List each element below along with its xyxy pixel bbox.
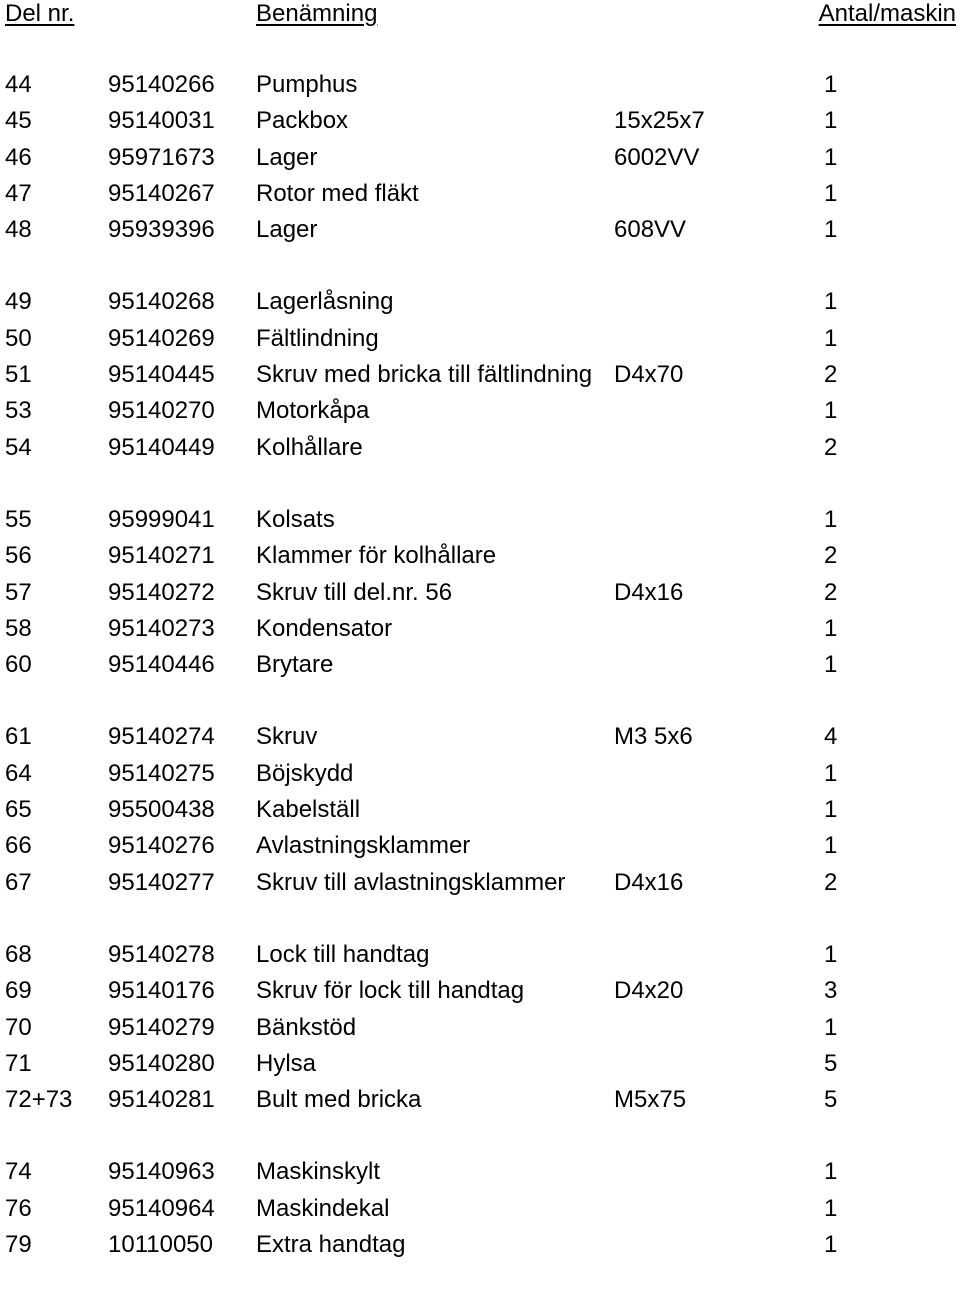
part-quantity: 1 — [824, 1013, 838, 1041]
row-group — [0, 1157, 960, 1266]
part-number: 79 — [5, 1231, 32, 1259]
part-number: 76 — [5, 1194, 32, 1222]
part-number: 64 — [5, 759, 32, 787]
table-row — [0, 578, 960, 614]
part-number: 58 — [5, 614, 32, 642]
header-antal: Antal/maskin — [818, 0, 956, 27]
article-number: 95140275 — [108, 759, 215, 787]
table-row — [0, 868, 960, 904]
part-number: 53 — [5, 397, 32, 425]
part-dimension: 608VV — [614, 216, 687, 244]
table-header — [0, 0, 960, 30]
part-name: Pumphus — [256, 71, 358, 98]
part-quantity: 1 — [824, 796, 838, 824]
article-number: 95140274 — [108, 723, 215, 751]
article-number: 10110050 — [108, 1231, 213, 1259]
part-number: 65 — [5, 796, 32, 824]
part-name: Lock till handtag — [256, 940, 430, 968]
article-number: 95999041 — [108, 505, 215, 533]
article-number: 95140276 — [108, 832, 215, 860]
part-name: Kondensator — [256, 614, 393, 642]
part-name: Skruv till avlastningsklammer — [256, 868, 566, 896]
part-dimension: D4x20 — [614, 977, 684, 1005]
part-quantity: 1 — [824, 940, 838, 968]
part-dimension: 6002VV — [614, 143, 700, 171]
article-number: 95140277 — [108, 868, 215, 896]
part-quantity: 1 — [824, 143, 838, 171]
part-name: Bult med bricka — [256, 1086, 422, 1114]
part-number: 70 — [5, 1013, 32, 1041]
table-row — [0, 650, 960, 686]
table-row — [0, 106, 960, 142]
table-row — [0, 1085, 960, 1121]
part-quantity: 1 — [824, 1231, 838, 1259]
part-name: Skruv för lock till handtag — [256, 977, 525, 1005]
part-number: 66 — [5, 832, 32, 860]
part-name: Klammer för kolhållare — [256, 542, 497, 570]
part-quantity: 1 — [824, 832, 838, 860]
part-quantity: 1 — [824, 614, 838, 642]
article-number: 95140271 — [108, 542, 215, 570]
article-number: 95140273 — [108, 614, 215, 642]
table-row — [0, 1157, 960, 1193]
part-quantity: 1 — [824, 288, 838, 316]
part-name: Bänkstöd — [256, 1013, 357, 1041]
part-quantity: 5 — [824, 1049, 838, 1077]
part-number: 57 — [5, 578, 32, 606]
part-name: Skruv till del.nr. 56 — [256, 578, 453, 606]
table-row — [0, 976, 960, 1012]
part-quantity: 1 — [824, 107, 838, 135]
article-number: 95140269 — [108, 324, 215, 352]
article-number: 95140268 — [108, 288, 215, 316]
part-name: Motorkåpa — [256, 397, 370, 425]
part-number: 48 — [5, 216, 32, 244]
part-quantity: 2 — [824, 578, 838, 606]
part-number: 69 — [5, 977, 32, 1005]
part-name: Böjskydd — [256, 759, 354, 787]
part-number: 72+73 — [5, 1086, 73, 1114]
article-number: 95939396 — [108, 216, 215, 244]
article-number: 95140281 — [108, 1086, 215, 1114]
article-number: 95140280 — [108, 1049, 215, 1077]
part-quantity: 2 — [824, 868, 838, 896]
table-row — [0, 759, 960, 795]
part-number: 49 — [5, 288, 32, 316]
table-row — [0, 1013, 960, 1049]
table-row — [0, 324, 960, 360]
part-dimension: M3 5x6 — [614, 723, 693, 751]
part-quantity: 1 — [824, 759, 838, 787]
part-name: Lager — [256, 216, 318, 244]
row-group — [0, 722, 960, 903]
part-number: 68 — [5, 940, 32, 968]
part-number: 55 — [5, 505, 32, 533]
part-name: Brytare — [256, 651, 334, 679]
part-quantity: 5 — [824, 1086, 838, 1114]
part-quantity: 1 — [824, 324, 838, 352]
part-name: Fältlindning — [256, 324, 379, 352]
table-row — [0, 614, 960, 650]
article-number: 95140278 — [108, 940, 215, 968]
part-quantity: 1 — [824, 216, 838, 244]
article-number: 95140266 — [108, 71, 215, 98]
part-name: Skruv — [256, 723, 318, 751]
part-dimension: D4x16 — [614, 868, 684, 896]
part-number: 61 — [5, 723, 32, 751]
part-name: Kabelställ — [256, 796, 361, 824]
part-quantity: 4 — [824, 723, 838, 751]
part-quantity: 1 — [824, 397, 838, 425]
part-name: Kolhållare — [256, 433, 363, 461]
part-dimension: 15x25x7 — [614, 107, 705, 135]
row-group — [0, 505, 960, 686]
row-group — [0, 70, 960, 251]
article-number: 95140964 — [108, 1194, 215, 1222]
part-number: 67 — [5, 868, 32, 896]
part-number: 45 — [5, 107, 32, 135]
part-number: 54 — [5, 433, 32, 461]
table-row — [0, 722, 960, 758]
parts-table-body — [0, 70, 960, 1302]
article-number: 95140446 — [108, 651, 215, 679]
part-number: 71 — [5, 1049, 32, 1077]
part-name: Avlastningsklammer — [256, 832, 471, 860]
article-number: 95140963 — [108, 1158, 215, 1186]
part-name: Skruv med bricka till fältlindning — [256, 361, 593, 389]
header-del-nr: Del nr. — [5, 0, 75, 27]
part-name: Hylsa — [256, 1049, 317, 1077]
part-quantity: 1 — [824, 1158, 838, 1186]
article-number: 95140279 — [108, 1013, 215, 1041]
article-number: 95140176 — [108, 977, 215, 1005]
part-quantity: 1 — [824, 179, 838, 207]
part-name: Maskinskylt — [256, 1158, 381, 1186]
part-dimension: D4x70 — [614, 361, 684, 389]
table-row — [0, 505, 960, 541]
table-row — [0, 1194, 960, 1230]
table-row — [0, 287, 960, 323]
part-number: 60 — [5, 651, 32, 679]
part-number: 51 — [5, 361, 32, 389]
table-row — [0, 70, 960, 106]
article-number: 95500438 — [108, 796, 215, 824]
part-quantity: 2 — [824, 361, 838, 389]
article-number: 95971673 — [108, 143, 215, 171]
table-row — [0, 433, 960, 469]
article-number: 95140031 — [108, 107, 215, 135]
part-number: 56 — [5, 542, 32, 570]
part-number: 47 — [5, 179, 32, 207]
part-number: 46 — [5, 143, 32, 171]
part-quantity: 1 — [824, 505, 838, 533]
article-number: 95140270 — [108, 397, 215, 425]
row-group — [0, 940, 960, 1121]
part-quantity: 2 — [824, 433, 838, 461]
part-name: Rotor med fläkt — [256, 179, 419, 207]
part-quantity: 1 — [824, 71, 838, 98]
part-name: Lagerlåsning — [256, 288, 394, 316]
part-quantity: 1 — [824, 1194, 838, 1222]
part-number: 74 — [5, 1158, 32, 1186]
article-number: 95140267 — [108, 179, 215, 207]
part-dimension: D4x16 — [614, 578, 684, 606]
table-row — [0, 143, 960, 179]
part-name: Packbox — [256, 107, 349, 135]
table-row — [0, 795, 960, 831]
table-row — [0, 541, 960, 577]
table-row — [0, 360, 960, 396]
part-dimension: M5x75 — [614, 1086, 687, 1114]
part-quantity: 3 — [824, 977, 838, 1005]
table-row — [0, 1049, 960, 1085]
article-number: 95140445 — [108, 361, 215, 389]
part-number: 50 — [5, 324, 32, 352]
part-name: Maskindekal — [256, 1194, 390, 1222]
part-quantity: 2 — [824, 542, 838, 570]
table-row — [0, 831, 960, 867]
header-benamning: Benämning — [256, 0, 378, 27]
table-row — [0, 940, 960, 976]
table-row — [0, 179, 960, 215]
table-row — [0, 1230, 960, 1266]
article-number: 95140449 — [108, 433, 215, 461]
part-name: Extra handtag — [256, 1231, 406, 1259]
table-row — [0, 215, 960, 251]
part-quantity: 1 — [824, 651, 838, 679]
table-row — [0, 396, 960, 432]
part-number: 44 — [5, 71, 32, 98]
part-name: Lager — [256, 143, 318, 171]
row-group — [0, 287, 960, 468]
article-number: 95140272 — [108, 578, 215, 606]
part-name: Kolsats — [256, 505, 335, 533]
